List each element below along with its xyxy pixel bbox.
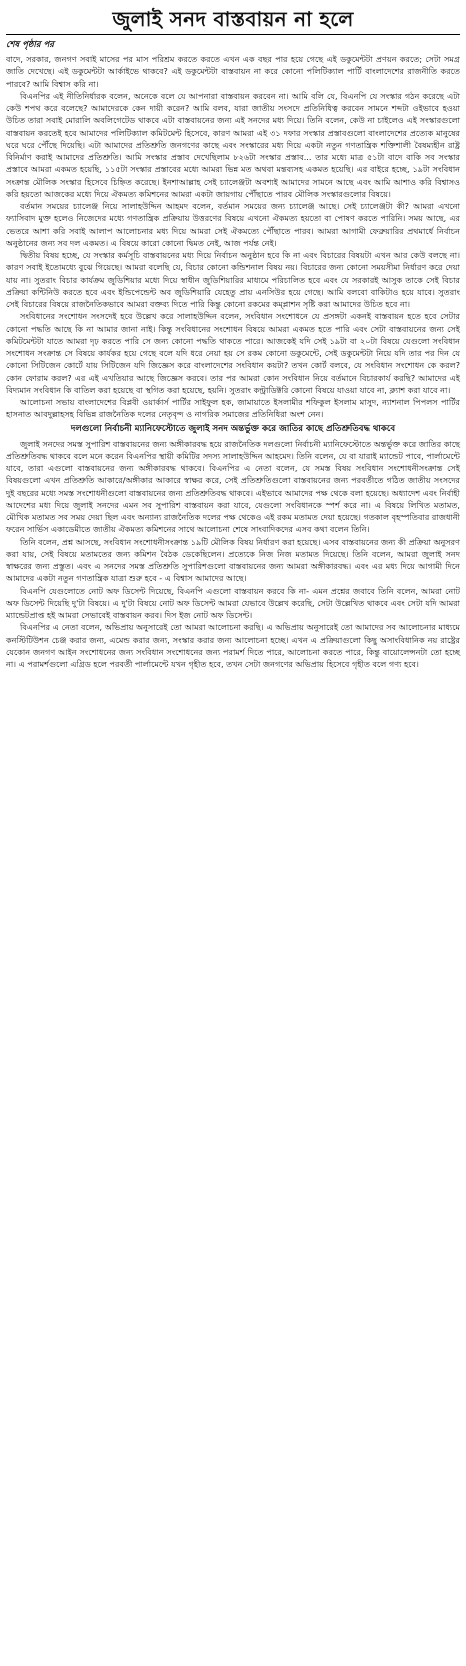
article-paragraph: বিএনপির এই নীতিনির্ধারক বলেন, অনেকে বলে যে আপনারা বাস্তবায়ন করবেন না। আমি বলি যে, বিএনপি যে সংস্কার গঠন করেছে এটা কেউ শপথ করে বলেছে? আমাদেরকে কেন দায়ী করেন? আমি বলব, যারা জাতীয় সংসদে প্রতিনিধিত্ব করবেন সামনে শব্দটা ওইভাবে হওয়া উচিত তারা সবাই মোরালি অবলিগেটেড থাকবে এটা বাস্তবায়নের জন্য এই সনদের মধ্য দিয়ে। তিনি বলেন, কেউ না চাইলেও এই সংস্কারগুলো বাস্তবায়ন করতেই হবে আমাদের পলিটিক্যাল কমিটমেন্ট হিসেবে, কারণ আমরা এই ৩১ দফার সংস্কার প্রস্তাবগুলো বাংলাদেশের প্রত্যেক মানুষের ঘরে ঘরে পৌঁছে দিয়েছি। এটা আমাদের প্রতিশ্রুতি জনগণের কাছে এবং সংস্কারের মধ্য দিয়ে একটা নতুন গণতান্ত্রিক শক্তিশালী বৈষম্যহীন রাষ্ট্র বিনির্মাণ করাই আমাদের প্রতিশ্রুতি। আমি সংস্কার প্রস্তাব দেখেছিলাম ৮২৬টা সংস্কার প্রস্তাব... তার মধ্যে মাত্র ৫১টা বাদে বাকি সব সংস্কার প্রস্তাবে আমরা একমত হয়েছি, ১১৫টা সংস্কার প্রস্তাবের মধ্যে আমরা ভিন্ন মত অথবা মন্তব্যসহ একমত হয়েছি। এর বাইরে হচ্ছে, ১৯টা সংবিধান সংক্রান্ত মৌলিক সংস্কার হিসেবে চিহ্নিত করেছে। ইনশাআল্লাহ সেই চ্যালেঞ্জটা অবশ্যই আমাদের সামনে আছে এবং আমি আশাও করি বিশ্বাসও করি হয়তো আজকের মধ্যে দিয়ে ঐকমত্য কমিশনের আমরা একটা জায়গায় পৌঁছাতে পারব মৌলিক সংস্কারগুলোর বিষয়ে।: [6, 90, 460, 199]
article-body-bottom: [6, 438, 460, 671]
article-paragraph: বিএনপির এ নেতা বলেন, অভিপ্রায় অনুসারেই তো আমরা আলোচনা করছি। এ অভিপ্রায় অনুসারেই তো আমাদের সব আলোচনার মাধ্যমে কনস্টিটিউশন চেঞ্জ করার জন্য, এমেন্ড করার জন্য, সংস্কার করার জন্য আলোচনা হচ্ছে। এখন এ প্রক্রিয়াগুলো কিছু অসাংবিধানিক নয় রাষ্ট্রের যেকোন জনগণ আইন সংশোধনের জন্য সংবিধান সংশোধনের জন্য পরামর্শ দিতে পারে, আলোচনা করতে পারে, কিন্তু বায়োলেন্সনটা তো হচ্ছে না। এ পরামর্শগুলো এগ্রিড হলে পরবর্তী পার্লামেন্টে যখন গৃহীত হবে, তখন সেটা জনগণের অভিপ্রায় হিসেবে গৃহীত বলে গণ্য হবে।: [6, 622, 460, 669]
article-body-top: [6, 53, 460, 421]
article-paragraph: দ্বিতীয় বিষয় হচ্ছে, যে সংস্কার কর্মসূচি বাস্তবায়নের মধ্য দিয়ে নির্বাচন অনুষ্ঠান হবে কি না এবং বিচারের বিষয়টা এখন আর কেউ বলছে না। কারণ সবাই ইতোমধ্যে বুঝে গিয়েছে। আমরা বলেছি যে, বিচার কোনো কন্ডিশনাল বিষয় নয়। বিচারের জন্য কোনো সময়সীমা নির্ধারণ করে দেয়া যায় না। সুতরাং বিচার কার্যক্রম জুডিশিয়ার মধ্যে দিয়ে স্বাধীন জুডিশিয়ারির মাধ্যমে পরিচালিত হবে এবং যে সরকারই আসুক তাকে সেই বিচার প্রক্রিয়া কন্টিনিউ করতে হবে এবং ইন্ডিপেন্ডেন্ট অব জুডিশিয়ারি যেহেতু প্রায় এনসিউর হয়ে গেছে। আমি বলবো বাকিটাও হয়ে যাবে। সুতরাং সেই বিচারের বিষয়ে রাজনৈতিকভাবে আমরা বক্তব্য দিতে পারি কিন্তু কোনো রকমের কম্প্লাশন সৃষ্টি করা আমাদের উচিত হবে না।: [6, 250, 460, 309]
article-paragraph: আলোচনা সভায় বাংলাদেশের বিপ্লবী ওয়ার্কার্স পার্টির সাইফুল হক, জামায়াতে ইসলামীর শফিকুল ইসলাম মাসুদ, ন্যাশনাল পিপলস পার্টির হাসনাত আবদুল্লাহসহ বিভিন্ন রাজনৈতিক দলের নেতৃবৃন্দ ও নাগরিক সমাজের প্রতিনিধিরা অংশ নেন।: [6, 397, 460, 420]
article-paragraph: বর্তমান সময়ের চ্যালেঞ্জ নিয়ে সালাহউদ্দিন আহমদ বলেন, বর্তমান সময়ের জন্য চ্যালেঞ্জ আছে। সেই চ্যালেঞ্জটা কী? আমরা এখনো ফ্যাসিবাদ মুক্ত হলেও নিজেদের মধ্যে গণতান্ত্রিক প্রক্রিয়ায় উত্তরণের বিষয়ে এখনো ঐকমত্য হয়তো বা পোষণ করতে পারিনি। সময় আছে, এর ভেতরে আশা করি সবাই আলাপ আলোচনার মধ্য দিয়ে আমরা সেই ঐকমত্যে পৌঁছাতে পারব। আমরা আগামী ফেব্রুয়ারির প্রথমার্ধে নির্বাচন অনুষ্ঠানের জন্য সব দল একমত। এ বিষয়ে কারো কোনো দ্বিমত নেই, আজ পর্যন্ত নেই।: [6, 201, 460, 248]
article-paragraph: বাদে, সরকার, জনগণ সবাই মাসের পর মাস পরিশ্রম করতে করতে এখন এক বছর পার হয়ে গেছে এই ডকুমেন্টটা প্রণয়ন করতে; সেটা সমগ্র জাতি দেখেছে। এই ডকুমেন্টটা আর্কাইভে থাকবে? এই ডকুমেন্টটা বাস্তবায়ন না করে কোনো পলিটিক্যাল পার্টি বাংলাদেশের রাজনীতি করতে পারবে? আমি বিশ্বাস করি না।: [6, 54, 460, 89]
section-subheading: দলগুলো নির্বাচনী ম্যানিফেস্টোতে জুলাই সনদ অন্তর্ভুক্ত করে জাতির কাছে প্রতিশ্রুতিবদ্ধ থাকবে: [70, 423, 396, 434]
continued-from-note: শেষ পৃষ্ঠার পর: [6, 40, 54, 50]
article-paragraph: তিনি বলেন, প্রশ্ন আসছে, সংবিধান সংশোধনীসংক্রান্ত ১৯টি মৌলিক বিষয় নির্ধারণ করা হয়েছে। এসব বাস্তবায়নের জন্য কী প্রক্রিয়া অনুসরণ করা যায়, সেই বিষয়ে মতামতের জন্য কমিশন বৈঠক ডেকেছিলেন। প্রত্যেকে নিজ নিজ মতামত দিয়েছে। তিনি বলেন, আমরা জুলাই সনদ স্বাক্ষরের জন্য প্রস্তুত। এবং এ সনদের সমস্ত প্রতিশ্রুতি সুপারিশগুলো বাস্তবায়নের জন্য আমরা অঙ্গীকারবদ্ধ। এবং এর মধ্য দিয়ে আগামী দিনে আমাদের একটা নতুন গণতান্ত্রিক যাত্রা শুরু হবে - এ বিশ্বাস আমাদের আছে।: [6, 536, 460, 584]
article-paragraph: বিএনপি যেগুলোতে নোট অফ ডিসেন্ট দিয়েছে, বিএনপি এগুলো বাস্তবায়ন করবে কি না- এমন প্রশ্নের জবাবে তিনি বলেন, আমরা নোট অফ ডিসেন্ট দিয়েছি দু'টা বিষয়ে। এ দু'টা বিষয়ে নোট অফ ডিসেন্ট আমরা যেভাবে উল্লেখ করেছি, সেটা উল্লেখিত থাকবে এবং সেটা যদি আমরা ম্যান্ডেটপ্রাপ্ত হই আমরা সেভাবেই বাস্তবায়ন করব। দিস ইজ নোট অফ ডিসেন্ট।: [6, 585, 460, 620]
article-paragraph: সংবিধানের সংশোধন সংসদেই হবে উল্লেখ করে সালাহউদ্দিন বলেন, সংবিধান সংশোধনে যে প্রসঙ্গটা একনই বাস্তবায়ন হতে হবে সেটার কোনো পদ্ধতি আছে কি না আমার জানা নাই। কিন্তু সংবিধানের সংশোধন বিষয়ে আমরা একমত হতে পারি এবং সেটা বাস্তবায়নের জন্য সেই কমিটমেন্টটা যাতে আমরা দৃঢ় করতে পারি সে জন্য কোনো পদ্ধতি থাকতে পারে। আজকেই যদি সেই ১৯টা বা ২০টা বিষয়ে যেগুলো সংবিধান সংশোধন সংক্রান্ত সে বিষয়ে কার্যকর হয়ে গেছে বলে যদি ধরে নেয়া হয় সে রকম কোনো ডকুমেন্টে, সেই ডকুমেন্টটা নিয়ে যদি তার পর দিন যে কোনো সিটিজেন কোর্টে যায় সিটিজেন যদি জিজ্ঞেস করে বাংলাদেশের সংবিধান কয়টা? তখন কোর্ট বলবে, যে সংবিধান সংশোধন কে করল? কোন ফোরাম করল? এর এই এখতিয়ার আছে জিজ্ঞেস করবে। তার পর আমরা কোন সংবিধান নিয়ে বর্তমানে বিচারকার্য করছি? আমাদের এই বিদ্যমান সংবিধান কি বাতিল করা হয়েছে বা স্থগিত করা হয়েছে, হয়নি। সুতরাং কন্ট্রাডিক্টরি কোনো বিষয়ে যাওয়া যাবে না, ক্ল্যাশ করা যাবে না।: [6, 311, 460, 395]
article-headline: জুলাই সনদ বাস্তবায়ন না হলে: [6, 4, 460, 35]
article-paragraph: জুলাই সনদের সমস্ত সুপারিশ বাস্তবায়নের জন্য অঙ্গীকারবদ্ধ হয়ে রাজনৈতিক দলগুলো নির্বাচনী ম্যানিফেস্টোতে অন্তর্ভুক্ত করে জাতির কাছে প্রতিশ্রুতিবদ্ধ থাকবে বলে মনে করেন বিএনপির স্থায়ী কমিটির সদস্য সালাহউদ্দিন আহমেদ। তিনি বলেন, যে বা যারাই ম্যান্ডেট পাবে, পার্লামেন্টে যাবে, তারা এগুলো বাস্তবায়নের জন্য অঙ্গীকারবদ্ধ থাকবে। বিএনপির এ নেতা বলেন, যে সমস্ত বিষয় সংবিধান সংশোধনীসংক্রান্ত সেই বিষয়গুলো এখন প্রতিশ্রুতি আকারে/অঙ্গীকার আকারে স্বাক্ষর করে, সেই প্রতিশ্রুতিগুলো বাস্তবায়নের জন্য পরবর্তীতে গঠিত জাতীয় সংসদের দুই বছরের মধ্যে সমস্ত সংশোধনীগুলো বাস্তবায়নের জন্য প্রতিশ্রুতিবদ্ধ থাকবে। এইভাবে আমাদের পক্ষ থেকে বলা হয়েছে। অধ্যাদেশ এবং নির্বাহী আদেশের মধ্য দিয়ে জুলাই সনদের এমন সব সুপারিশ বাস্তবায়ন করা যাবে, যেগুলো সংবিধানকে স্পর্শ করে না। এ বিষয়ে লিখিত মতামত, মৌখিক মতামত সব সময় দেয়া ছিল এবং অন্যান্য রাজনৈতিক দলের পক্ষ থেকেও এই রকম মতামত দেয়া হয়েছে। গতকাল বৃহস্পতিবার রাজধানী ফরেন সার্ভিস একাডেমীতে জাতীয় ঐকমত্য কমিশনের সাথে আলোচনা শেষে সাংবাদিকদের এসব কথা বলেন তিনি।: [6, 438, 460, 535]
